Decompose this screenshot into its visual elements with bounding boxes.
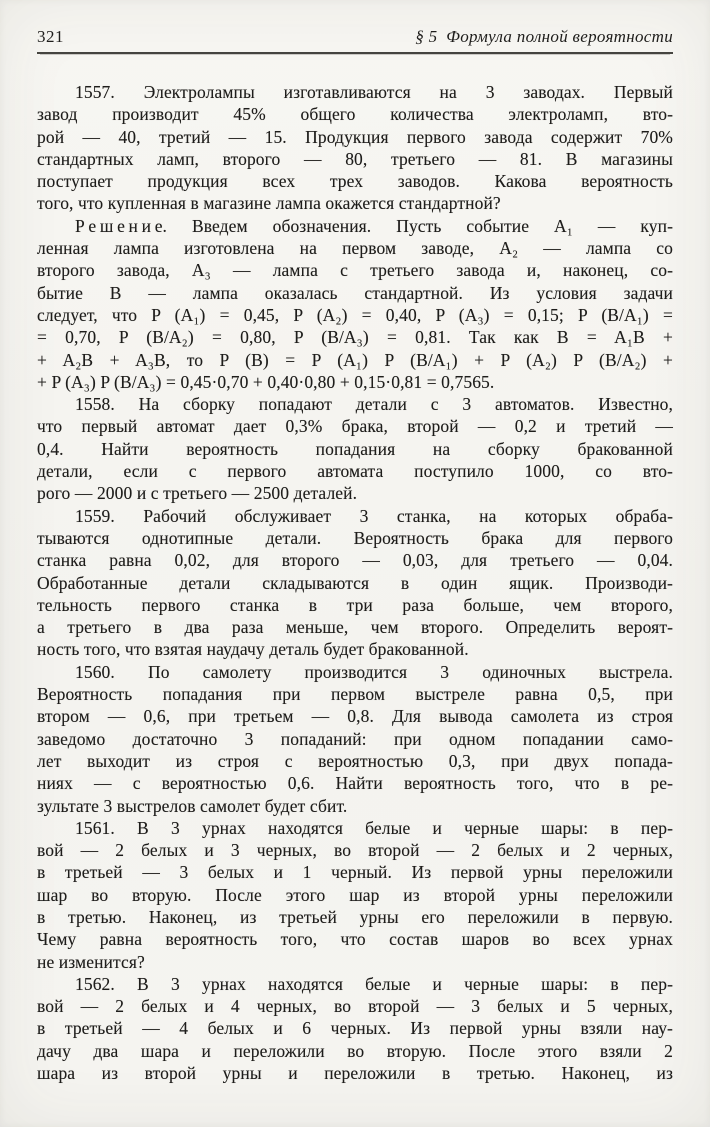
page-content	[37, 81, 673, 1084]
text-line: Обработанные детали складываются в один ящик. Производи-	[37, 572, 673, 593]
text-line: + A₂B + A₃B, то P (B) = P (A₁) P (B/A₁) + P (A₂) P (B/A₂) +	[37, 349, 673, 370]
text-line: вой — 2 белых и 4 черных, во второй — 3 белых и 5 черных,	[37, 996, 673, 1017]
text-line: того, что купленная в магазине лампа окажется стандартной?	[37, 193, 501, 214]
text-line: ленная лампа изготовлена на первом заводе, A₂ — лампа со	[37, 238, 673, 259]
page-number: 321	[37, 27, 64, 46]
text-line: втором — 0,6, при третьем — 0,8. Для вывода самолета из строя	[37, 706, 673, 727]
text-line: детали, если с первого автомата поступило 1000, со вто-	[37, 461, 673, 482]
text-line: завод производит 45% общего количества электроламп, вто-	[37, 104, 673, 125]
problem-1559	[37, 505, 673, 661]
problem-1558	[37, 393, 673, 504]
text-line: Р е ш е н и е. Введем обозначения. Пусть событие A₁ — куп-	[75, 215, 673, 236]
text-line: второго завода, A₃ — лампа с третьего завода и, наконец, со-	[37, 260, 673, 281]
text-line: шара из второй урны и переложили в третью. Наконец, из	[37, 1063, 673, 1084]
text-line: ниях — с вероятностью 0,6. Найти вероятность того, что в ре-	[37, 773, 673, 794]
text-line: Чему равна вероятность того, что состав шаров во всех урнах	[37, 929, 673, 950]
text-line: стандартных ламп, второго — 80, третьего — 81. В магазины	[37, 148, 673, 169]
text-line: в третьей — 3 белых и 1 черный. Из первой урны переложили	[37, 862, 673, 883]
text-line: 1562. В 3 урнах находятся белые и черные шары: в пер-	[75, 973, 673, 994]
text-line: 1561. В 3 урнах находятся белые и черные шары: в пер-	[75, 817, 673, 838]
problem-1560	[37, 661, 673, 817]
text-line: в третью. Наконец, из третьей урны его переложили в первую.	[37, 906, 673, 927]
solution-1557	[37, 215, 673, 393]
text-line: а третьего в два раза меньше, чем второго. Определить вероят-	[37, 617, 673, 638]
text-line: тываются однотипные детали. Вероятность брака для первого	[37, 527, 673, 548]
text-line: заведомо достаточно 3 попаданий: при одном попадании само-	[37, 728, 673, 749]
problem-1557	[37, 81, 673, 215]
problem-1562	[37, 973, 673, 1084]
problem-1561	[37, 817, 673, 973]
text-line: 1560. По самолету производится 3 одиночных выстрела.	[75, 661, 673, 682]
text-line: поступает продукция всех трех заводов. Какова вероятность	[37, 171, 673, 192]
text-line: 1557. Электролампы изготавливаются на 3 заводах. Первый	[75, 82, 673, 102]
text-line: вой — 2 белых и 3 черных, во второй — 2 белых и 2 черных,	[37, 840, 673, 861]
text-line: шар во вторую. После этого шар из второй урны переложили	[37, 884, 673, 905]
text-line: дачу два шара и переложили во вторую. После этого взяли 2	[37, 1040, 673, 1061]
text-line: рого — 2000 и с третьего — 2500 деталей.	[37, 483, 358, 504]
text-line: = 0,70, P (B/A₂) = 0,80, P (B/A₃) = 0,81. Так как B = A₁B +	[37, 327, 673, 348]
text-line: Вероятность попадания при первом выстреле равна 0,5, при	[37, 684, 673, 705]
text-line: рой — 40, третий — 15. Продукция первого завода содержит 70%	[37, 126, 673, 147]
text-line: в третьей — 4 белых и 6 черных. Из первой урны взяли нау-	[37, 1018, 673, 1039]
text-line: не изменится?	[37, 951, 145, 972]
text-line: 1558. На сборку попадают детали с 3 автоматов. Известно,	[75, 394, 673, 415]
page-header	[37, 27, 673, 54]
text-line: следует, что P (A₁) = 0,45, P (A₂) = 0,40, P (A₃) = 0,15; P (B/A₁) =	[37, 304, 673, 325]
text-line: лет выходит из строя с вероятностью 0,3, при двух попада-	[37, 750, 673, 771]
text-line: + P (A₃) P (B/A₃) = 0,45·0,70 + 0,40·0,80 + 0,15·0,81 = 0,7565.	[37, 371, 495, 392]
text-line: станка равна 0,02, для второго — 0,03, для третьего — 0,04.	[37, 550, 673, 571]
text-line: тельность первого станка в три раза больше, чем второго,	[37, 594, 673, 615]
text-line: зультате 3 выстрелов самолет будет сбит.	[37, 795, 348, 816]
text-line: бытие B — лампа оказалась стандартной. Из условия задачи	[37, 282, 673, 303]
section-header: § 5 Формула полной вероятности	[415, 27, 673, 46]
text-line: ность того, что взятая наудачу деталь будет бракованной.	[37, 639, 469, 660]
text-line: 1559. Рабочий обслуживает 3 станка, на которых обраба-	[75, 505, 673, 526]
text-line: 0,4. Найти вероятность попадания на сборку бракованной	[37, 438, 673, 459]
text-line: что первый автомат дает 0,3% брака, второй — 0,2 и третий —	[37, 416, 673, 437]
